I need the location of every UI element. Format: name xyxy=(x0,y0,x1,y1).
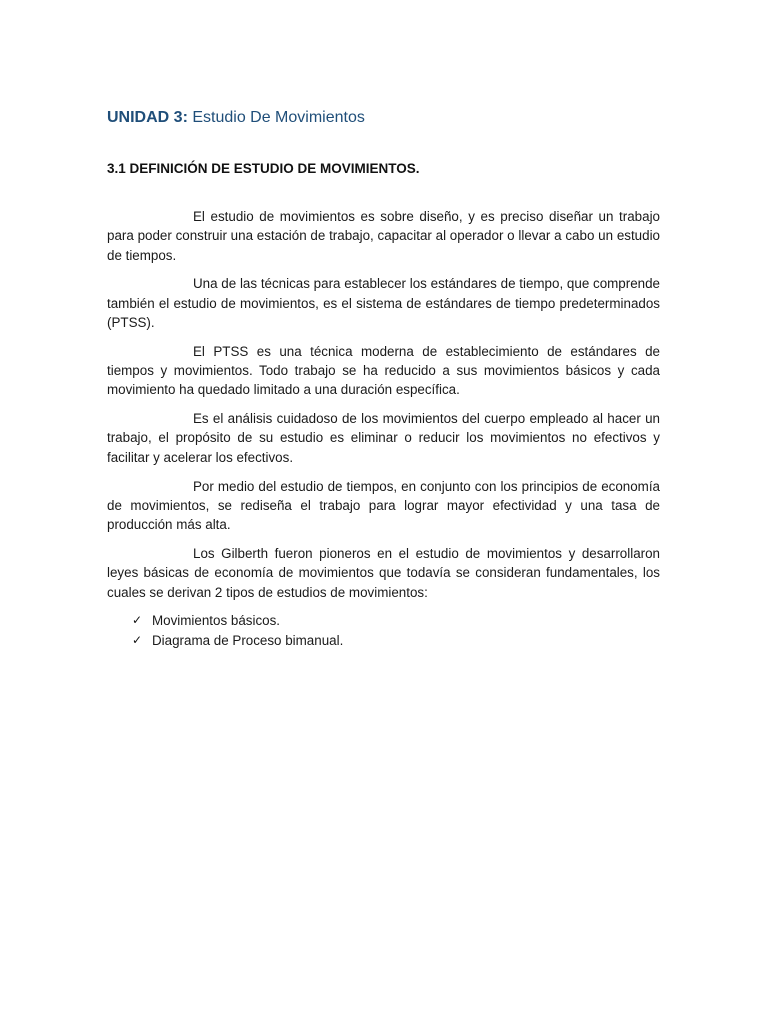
checkmark-icon: ✓ xyxy=(132,613,143,628)
unit-title xyxy=(107,107,365,129)
bullet-list xyxy=(107,611,660,650)
list-item-label: Diagrama de Proceso bimanual. xyxy=(152,632,344,648)
list-item xyxy=(107,631,660,650)
section-heading: 3.1 DEFINICIÓN DE ESTUDIO DE MOVIMIENTOS. xyxy=(107,161,420,176)
paragraph-2: Una de las técnicas para establecer los estándares de tiempo, que comprende también el estudio de movimientos, es el sistema de estándares de tiempo predeterminados (PTSS). xyxy=(107,276,660,330)
paragraph-3: El PTSS es una técnica moderna de establecimiento de estándares de tiempos y movimientos. Todo trabajo se ha reducido a sus movimientos básicos y cada movimiento ha quedado limitado a una duración específica. xyxy=(107,343,660,398)
list-item xyxy=(107,611,660,630)
checkmark-icon: ✓ xyxy=(132,632,143,647)
paragraph-4: Es el análisis cuidadoso de los movimientos del cuerpo empleado al hacer un trabajo, el propósito de su estudio es eliminar o reducir los movimientos no efectivos y facilitar y acelerar los efectivos. xyxy=(107,411,660,465)
list-item-label: Movimientos básicos. xyxy=(152,613,281,629)
body-text xyxy=(107,207,660,650)
paragraph-6: Los Gilberth fueron pioneros en el estudio de movimientos y desarrollaron leyes básicas de economía de movimientos que todavía se consideran fundamentales, los cuales se derivan 2 tipos de estudios de movimientos: xyxy=(107,545,660,600)
paragraph-1: El estudio de movimientos es sobre diseño, y es preciso diseñar un trabajo para poder construir una estación de trabajo, capacitar al operador o llevar a cabo un estudio de tiempos. xyxy=(107,209,660,263)
paragraph-5: Por medio del estudio de tiempos, en conjunto con los principios de economía de movimientos, se rediseña el trabajo para lograr mayor efectividad y una tasa de producción más alta. xyxy=(107,478,660,533)
unit-name: Estudio De Movimientos xyxy=(192,109,365,126)
unit-label: UNIDAD 3: xyxy=(107,109,188,126)
